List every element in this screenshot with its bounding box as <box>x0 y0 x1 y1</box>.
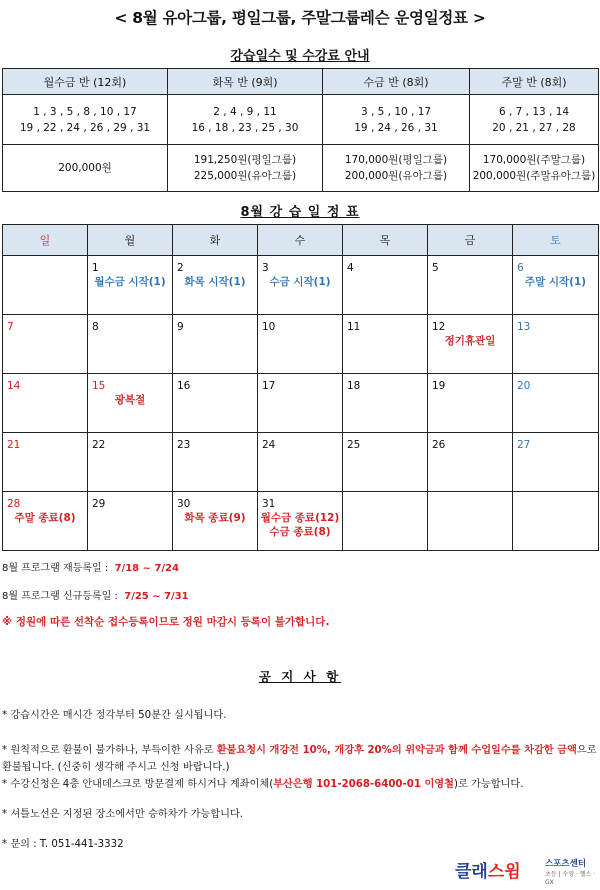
fee-header: 주말 반 (8회) <box>470 69 599 95</box>
fee-table <box>2 68 599 192</box>
calendar-event: 주말 시작(1) <box>524 276 587 288</box>
notice-item: * 수강신청은 4층 안내데스크로 방문결제 하시거나 계좌이체(부산은행 101-2068-6400-01 이영철)로 가능합니다. <box>2 779 524 790</box>
calendar-day <box>88 374 173 433</box>
fee-section-title: 강습일수 및 수강료 안내 <box>230 49 370 64</box>
calendar-event: 화목 시작(1) <box>184 276 246 288</box>
class-fee: 191,250원(평일그룹) 225,000원(유아그룹) <box>168 145 323 192</box>
calendar-day <box>88 492 173 551</box>
calendar-day <box>513 374 599 433</box>
calendar-day <box>258 433 343 492</box>
schedule-calendar <box>2 224 599 551</box>
day-number: 22 <box>92 439 106 451</box>
calendar-day <box>3 492 88 551</box>
calendar-day <box>173 433 258 492</box>
weekday-header: 수 <box>258 225 343 256</box>
day-number: 4 <box>347 262 354 274</box>
calendar-event: 광복절 <box>114 394 146 406</box>
day-number: 6 <box>517 262 524 274</box>
weekday-header: 월 <box>88 225 173 256</box>
fee-header: 수금 반 (8회) <box>323 69 470 95</box>
calendar-day <box>258 315 343 374</box>
day-number: 20 <box>517 380 531 392</box>
calendar-day <box>343 492 428 551</box>
calendar-day <box>173 315 258 374</box>
calendar-day <box>3 433 88 492</box>
fee-header: 월수금 반 (12회) <box>3 69 168 95</box>
day-number: 8 <box>92 321 99 333</box>
calendar-day <box>428 492 513 551</box>
calendar-day <box>173 256 258 315</box>
day-number: 18 <box>347 380 361 392</box>
calendar-day <box>258 374 343 433</box>
class-dates: 2 , 4 , 9 , 11 16 , 18 , 23 , 25 , 30 <box>168 95 323 145</box>
notice-item: * 원칙적으로 환불이 불가하나, 부득이한 사유로 환불요청시 개강전 10%, 개강후 20%의 위약금과 함께 수업일수를 차감한 금액으로 환불됩니다. (신중히 생각해 주시고 신청 바랍니다.) <box>2 745 597 773</box>
calendar-day <box>88 433 173 492</box>
calendar-event: 정기휴관일 <box>444 335 496 347</box>
day-number: 15 <box>92 380 106 392</box>
day-number: 14 <box>7 380 21 392</box>
day-number: 3 <box>262 262 269 274</box>
calendar-day <box>343 256 428 315</box>
calendar-day <box>428 374 513 433</box>
day-number: 26 <box>432 439 446 451</box>
day-number: 2 <box>177 262 184 274</box>
calendar-day <box>428 433 513 492</box>
notice-title: 공 지 사 항 <box>258 669 342 684</box>
day-number <box>428 492 512 498</box>
weekday-header: 목 <box>343 225 428 256</box>
calendar-day <box>513 492 599 551</box>
re-registration-dates: 7/18 ~ 7/24 <box>114 563 179 574</box>
calendar-day <box>3 315 88 374</box>
class-dates: 1 , 3 , 5 , 8 , 10 , 17 19 , 22 , 24 , 26 , 29 , 31 <box>3 95 168 145</box>
new-registration: 8월 프로그램 신규등록일 : 7/25 ~ 7/31 <box>2 591 189 602</box>
day-number <box>343 492 427 498</box>
calendar-event: 수금 시작(1) <box>269 276 331 288</box>
notice-item: * 문의 : T. 051-441-3332 <box>2 839 124 850</box>
day-number <box>3 256 87 262</box>
day-number: 10 <box>262 321 276 333</box>
page-title: < 8월 유아그룹, 평일그룹, 주말그룹레슨 운영일정표 > <box>114 9 486 27</box>
calendar-day <box>3 256 88 315</box>
calendar-event: 주말 종료(8) <box>14 512 76 524</box>
day-number: 17 <box>262 380 276 392</box>
day-number: 19 <box>432 380 446 392</box>
day-number: 23 <box>177 439 191 451</box>
class-dates: 6 , 7 , 13 , 14 20 , 21 , 27 , 28 <box>470 95 599 145</box>
classwim-logo: 클래스윔 스포츠센터 초등 | 수영 · 헬스 · GX <box>455 859 596 886</box>
calendar-day <box>88 315 173 374</box>
day-number: 30 <box>177 498 191 510</box>
day-number: 7 <box>7 321 14 333</box>
weekday-header: 토 <box>513 225 599 256</box>
calendar-day <box>343 433 428 492</box>
class-fee: 170,000원(평일그룹) 200,000원(유아그룹) <box>323 145 470 192</box>
calendar-day <box>428 315 513 374</box>
day-number: 1 <box>92 262 99 274</box>
calendar-day <box>258 256 343 315</box>
class-fee: 170,000원(주말그룹) 200,000원(주말유아그룹) <box>470 145 599 192</box>
day-number: 28 <box>7 498 21 510</box>
day-number: 29 <box>92 498 106 510</box>
calendar-day <box>173 492 258 551</box>
capacity-warning: ※ 정원에 따른 선착순 접수등록이므로 정원 마감시 등록이 불가합니다. <box>2 616 330 628</box>
calendar-day <box>343 315 428 374</box>
weekday-header: 화 <box>173 225 258 256</box>
calendar-day <box>258 492 343 551</box>
calendar-day <box>513 256 599 315</box>
re-registration: 8월 프로그램 재등록일 : 7/18 ~ 7/24 <box>2 563 179 574</box>
calendar-day <box>173 374 258 433</box>
calendar-event: 화목 종료(9) <box>184 512 246 524</box>
notice-item: * 셔틀노선은 지정된 장소에서만 승하차가 가능합니다. <box>2 809 244 820</box>
day-number: 16 <box>177 380 191 392</box>
calendar-title: 8월 강 습 일 정 표 <box>240 205 360 220</box>
weekday-header: 금 <box>428 225 513 256</box>
new-registration-dates: 7/25 ~ 7/31 <box>124 591 189 602</box>
fee-header: 화목 반 (9회) <box>168 69 323 95</box>
day-number: 27 <box>517 439 531 451</box>
notice-item: * 강습시간은 매시간 정각부터 50분간 실시됩니다. <box>2 710 227 721</box>
day-number: 31 <box>262 498 276 510</box>
day-number: 9 <box>177 321 184 333</box>
class-fee: 200,000원 <box>3 145 168 192</box>
day-number: 11 <box>347 321 361 333</box>
day-number: 5 <box>432 262 439 274</box>
class-dates: 3 , 5 , 10 , 17 19 , 24 , 26 , 31 <box>323 95 470 145</box>
day-number <box>513 492 598 498</box>
calendar-day <box>88 256 173 315</box>
calendar-day <box>3 374 88 433</box>
day-number: 12 <box>432 321 446 333</box>
calendar-event: 월수금 시작(1) <box>94 276 166 288</box>
calendar-day <box>343 374 428 433</box>
calendar-day <box>513 315 599 374</box>
day-number: 13 <box>517 321 531 333</box>
day-number: 25 <box>347 439 361 451</box>
day-number: 24 <box>262 439 276 451</box>
calendar-day <box>513 433 599 492</box>
calendar-day <box>428 256 513 315</box>
calendar-event: 월수금 종료(12) <box>260 512 340 524</box>
calendar-event: 수금 종료(8) <box>269 526 331 538</box>
day-number: 21 <box>7 439 21 451</box>
weekday-header: 일 <box>3 225 88 256</box>
